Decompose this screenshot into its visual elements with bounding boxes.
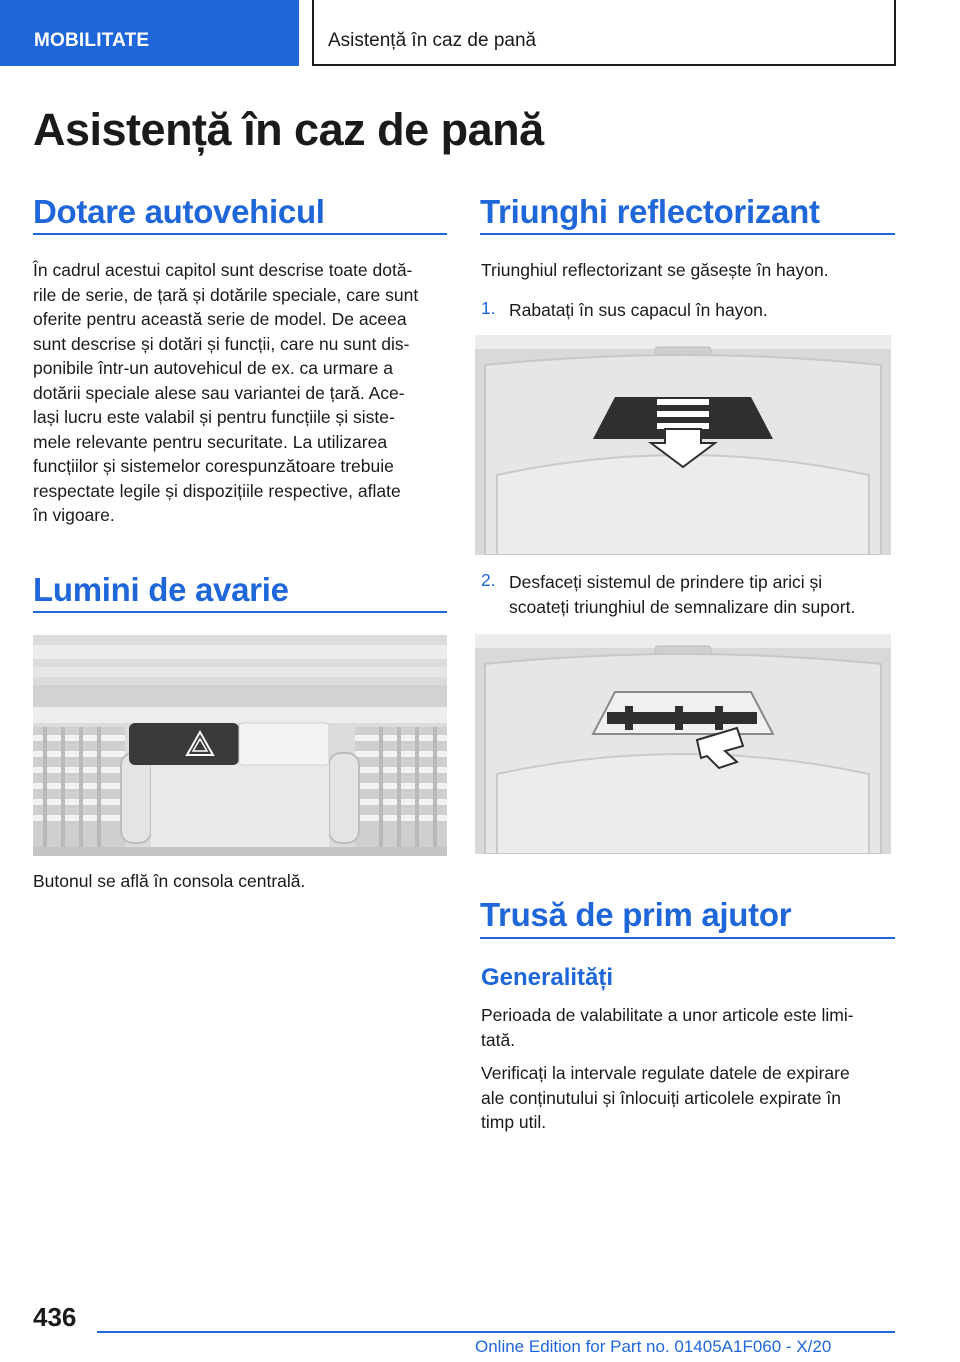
step-text — [509, 570, 855, 619]
step-line: Rabatați în sus capacul în hayon. — [509, 300, 768, 320]
hazard-button-figure — [33, 635, 447, 856]
page-title: Asistență în caz de pană — [33, 104, 544, 155]
triunghi-intro: Triunghiul reflectorizant se găsește în hayon. — [481, 260, 829, 280]
dotare-line: funcțiilor și sistemelor corespunzătoare trebuie — [33, 456, 394, 476]
subsection-title-generalitati: Generalități — [481, 964, 614, 991]
footer-rule — [97, 1331, 895, 1333]
header-section-label: MOBILITATE — [34, 30, 150, 51]
hatch-cover-figure — [475, 335, 891, 555]
section-rule-triunghi — [480, 233, 895, 235]
section-rule-trusa — [480, 937, 895, 939]
triangle-removal-illustration — [475, 634, 891, 854]
dotare-line: lași lucru este valabil și pentru funcțiile și siste‐ — [33, 407, 395, 427]
trusa-line: timp util. — [481, 1112, 547, 1132]
dotare-line: sunt descrise și dotări și funcții, care nu sunt dis‐ — [33, 333, 410, 354]
dotare-paragraph — [33, 258, 453, 528]
step-number: 1. — [481, 298, 496, 318]
dotare-line: în vigoare. — [33, 505, 115, 525]
dotare-line: rile de serie, de țară și dotările speciale, care sunt — [33, 284, 419, 305]
dotare-line: dotării speciale alese sau variantei de țară. Ace‐ — [33, 382, 405, 403]
hazard-button-illustration — [33, 635, 447, 856]
dotare-line: oferite pentru această serie de model. De aceea — [33, 309, 407, 329]
section-title-dotare: Dotare autovehicul — [33, 193, 325, 230]
section-title-trusa: Trusă de prim ajutor — [480, 896, 792, 933]
step-line: scoateți triunghiul de semnalizare din suport. — [509, 596, 856, 617]
lumini-caption: Butonul se află în consola centrală. — [33, 871, 306, 891]
dotare-line: mele relevante pentru securitate. La utilizarea — [33, 431, 388, 452]
section-title-triunghi: Triunghi reflectorizant — [480, 193, 820, 230]
hatch-cover-illustration — [475, 335, 891, 555]
page-number: 436 — [33, 1302, 77, 1332]
dotare-line: În cadrul acestui capitol sunt descrise toate dotă‐ — [33, 260, 413, 280]
trusa-line: Verificați la intervale regulate datele de expirare — [481, 1063, 850, 1083]
trusa-line: tată. — [481, 1029, 516, 1050]
section-title-lumini: Lumini de avarie — [33, 571, 289, 608]
header-section-tab — [0, 0, 299, 66]
trusa-line: Perioada de valabilitate a unor articole este limi‐ — [481, 1005, 854, 1025]
header-chapter-box — [312, 0, 896, 66]
trusa-paragraph-2 — [481, 1061, 896, 1135]
dotare-line: respectate legile și dispozițiile respective, aflate — [33, 480, 401, 501]
step-line: Desfaceți sistemul de prindere tip arici și — [509, 572, 823, 592]
dotare-line: ponibile într‑un autovehicul de ex. ca urmare a — [33, 358, 393, 378]
trusa-line: ale conținutului și înlocuiți articolele expirate în — [481, 1087, 841, 1108]
trusa-paragraph-1 — [481, 1003, 896, 1052]
header-chapter-label: Asistență în caz de pană — [328, 30, 537, 51]
footer-edition: Online Edition for Part no. 01405A1F060 - X/20 — [475, 1337, 832, 1356]
step-text — [509, 298, 768, 323]
triangle-removal-figure — [475, 634, 891, 854]
step-number: 2. — [481, 570, 496, 590]
section-rule-lumini — [33, 611, 447, 613]
section-rule-dotare — [33, 233, 447, 235]
